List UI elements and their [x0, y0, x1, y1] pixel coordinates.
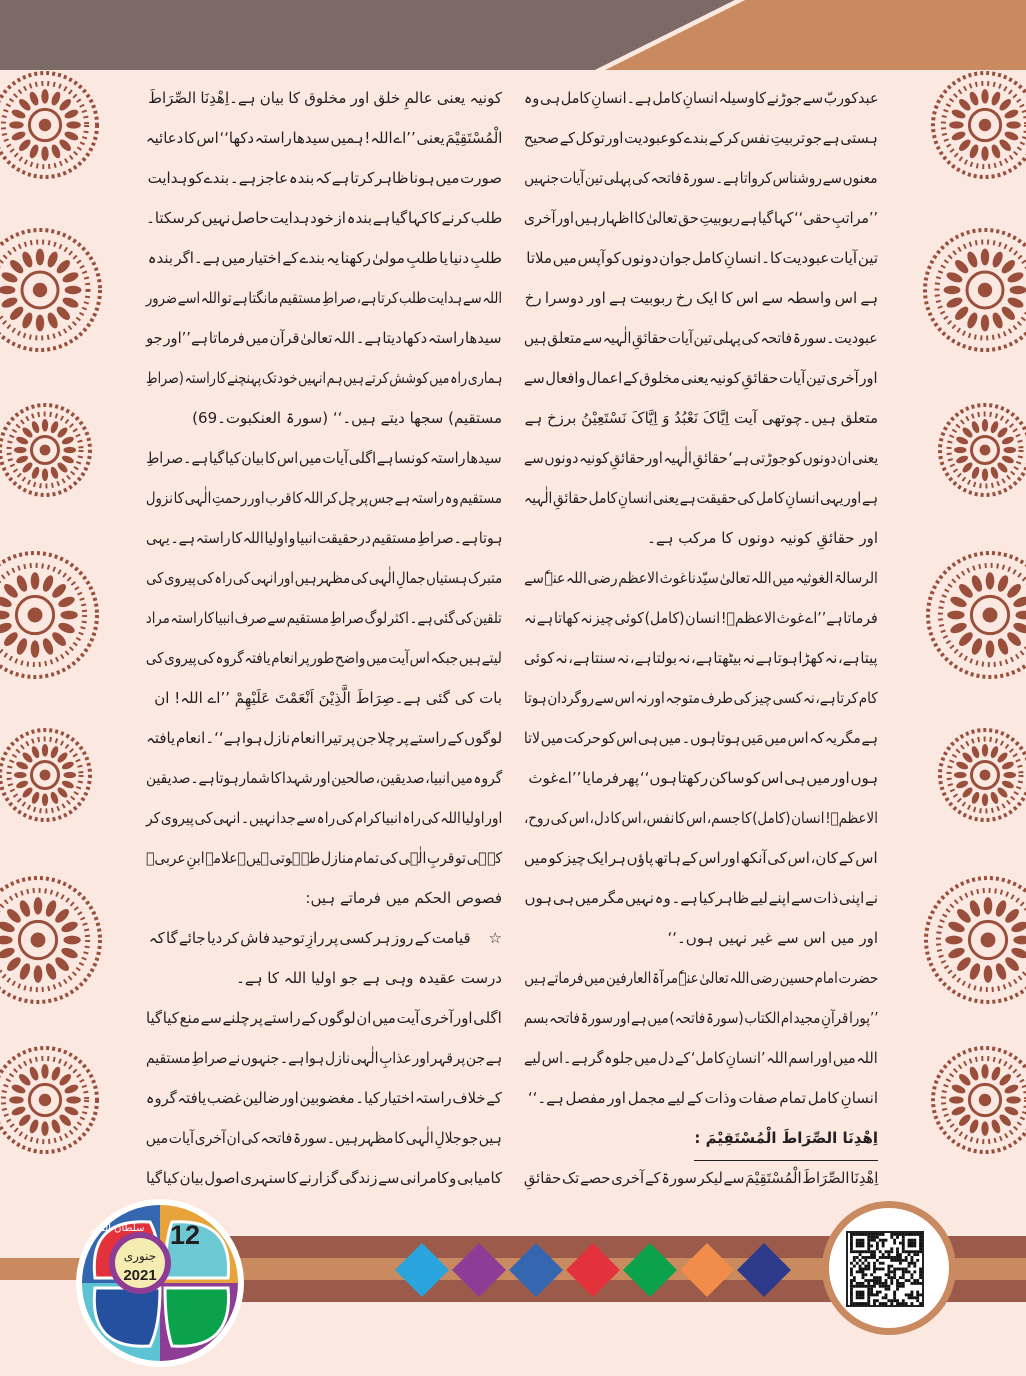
star-outline-icon: ☆ [488, 929, 502, 947]
text-line-content: گروہ میں انبیا، صدیقین، صالحین اور شہدا کا شمار ہوتا ہے۔صدیقین [145, 769, 502, 787]
mandala-ornament [928, 553, 1026, 677]
text-line-content: لیتے ہیں جبکہ اس آیت میں واضح طور پر انعام یافتہ گروہ کی پیروی کی [145, 649, 502, 667]
text-line [146, 198, 502, 238]
text-line [524, 838, 878, 878]
mandala-ornament [0, 73, 97, 177]
text-line-content: متبرک ہستیاں جمالِ الٰہی کی مظہر ہیں اور انہی کی راہ کی پیروی کی [145, 569, 502, 587]
text-line-content: اللہ میں اور اسم اللہ ’انسانِ کامل‘ کے دل میں جلوہ گر ہے۔اس لیے [524, 1049, 878, 1067]
text-line-content: ہیں جو جلالِ الٰہی کا مظہر ہیں۔سورۃ فاتحہ کی ان آخری آیات میں [145, 1129, 502, 1147]
text-line [524, 878, 878, 918]
text-line-content: اس کے کان، اس کی آنکھ اور اس کے ہاتھ پاؤں ہر ایک چیز کو میں [524, 849, 878, 867]
article-column-right [524, 78, 878, 1198]
text-line [524, 918, 878, 958]
text-line [146, 278, 502, 318]
mandala-ornament [0, 405, 90, 495]
text-line [524, 958, 878, 998]
text-line-content: فرماتا ہے’’اے غوث الاعظمؓ! انسان (کامل) کوئی چیز نہ کھاتا ہے نہ [524, 609, 878, 627]
text-line [524, 358, 878, 398]
text-line-content: یعنی ان دونوں کو جوڑتی ہے‘ حقائقِ الٰہیہ اور حقائقِ کونیہ دونوں سے [523, 449, 878, 467]
text-line-content: ہوں اور میں ہی اس کو ساکن رکھتا ہوں‘‘ پھر فرمایا ’’اے غوث [528, 769, 878, 787]
text-line-content: عبدکوربّ سے جوڑنے کاوسیلہ انسانِ کامل ہے۔انسانِ کامل ہی وہ [523, 89, 878, 107]
text-line-content: ہے اور یہی انسانِ کامل کی حقیقت ہے یعنی انسانِ کامل حقائقِ الٰہیہ [523, 489, 878, 507]
text-line [524, 598, 878, 638]
text-line-content: لوگوں کے راستے پر چلا جن پر تیرا انعام نازل ہوا ہے‘‘۔انعام یافتہ [145, 729, 502, 747]
text-line [146, 638, 502, 678]
text-line-content: حضرت امام حسین رضی اللہ تعالیٰ عنہٗ مرآۃ العارفین میں فرماتے ہیں [523, 969, 878, 987]
magazine-brand-logo: سلطان الفقر [89, 1223, 145, 1234]
text-line [524, 318, 878, 358]
text-line-content: ہوتا ہے۔صراطِ مستقیم درحقیقت انبیا و اولیا اللہ کا راستہ ہے۔ یہی [145, 529, 502, 547]
text-line [524, 158, 878, 198]
text-line-content: قیامت کے روز ہر کسی پر رازِ توحید فاش کر دیا جائے گا کہ [148, 929, 471, 947]
text-line-content: اور آخری تین آیات حقائقِ کونیہ یعنی مخلوق کے اعمال وافعال سے [524, 369, 878, 387]
mandala-ornament [0, 553, 97, 677]
text-line-content: ’’پورا قرآنِ مجید ام الکتاب (سورۃ فاتحہ) میں ہے اور سورۃ فاتحہ بسم [523, 1009, 878, 1027]
text-line-content: الْمُسْتَقِیْمَ یعنی ’’اے اللہ! ہمیں سیدھا راستہ دکھا‘‘ اس کا دعائیہ [145, 129, 502, 147]
text-line-content: اور میں اس سے غیر نہیں ہوں۔‘‘ [667, 929, 878, 947]
text-line [146, 398, 502, 438]
text-line [524, 278, 878, 318]
text-line-content: کامیابی و کامرانی سے زندگی گزارنے کا سنہری اصول بیان کیا گیا [145, 1169, 502, 1187]
text-line-content: متعلق ہیں۔چوتھی آیت اِیَّاکَ نَعْبُدُ وَ اِیَّاکَ نَسْتَعِیْنُ برزخ ہے [524, 409, 878, 427]
text-line-content: ہماری راہ میں کوشش کرتے ہیں ہم انہیں خود تک پہنچنے کا راستہ (صراطِ [145, 369, 502, 387]
text-line-content: اِھْدِنَا الصِّرَاطَ الْمُسْتَقِیْمَ سے لیکر سورۃ کے آخری حصے تک حقائقِ [523, 1169, 878, 1187]
text-line [524, 478, 878, 518]
text-line-content: اور حقائقِ کونیہ دونوں کا مرکب ہے۔ [647, 529, 878, 547]
text-line [146, 438, 502, 478]
text-line-content: مستقیم) سجھا دیتے ہیں۔‘‘ (سورۃ العنکبوت۔69) [192, 409, 502, 427]
text-line-content: ہے اس واسطہ سے اس کا ایک رخ ربوبیت ہے اور دوسرا رخ [524, 289, 878, 307]
text-line [146, 158, 502, 198]
text-line [524, 718, 878, 758]
text-line-content: معنوں سے روشناس کرواتا ہے۔سورۃ فاتحہ کی پہلی تین آیات جنہیں [524, 169, 878, 187]
text-line [524, 238, 878, 278]
text-line [146, 758, 502, 798]
text-line [146, 478, 502, 518]
text-line-content: ’’مراتبِ حقی‘‘ کہا گیا ہے ربوبیتِ حق تعالیٰ کا اظہار ہیں اور آخری [523, 209, 878, 227]
mandala-ornament [925, 230, 1026, 350]
text-line [146, 958, 502, 998]
text-line-content: کونیہ یعنی عالمِ خلق اور مخلوق کا بیان ہے۔اِھْدِنَا الصِّرَاطَ [148, 89, 502, 107]
text-line-content: اور اولیا اللہ کی راہ انبیا کرام کی راہ سے جدا نہیں۔ انہی کی پیروی کر [145, 809, 502, 827]
qr-code-icon[interactable] [850, 1233, 922, 1305]
text-line-content: پیتا ہے، نہ کھڑا ہوتا ہے نہ بیٹھتا ہے، نہ بولتا ہے، نہ سنتا ہے، نہ کوئی [524, 649, 878, 667]
text-line-content: تین آیات عبودیت کا۔انسانِ کامل جوان دونوں کو آپس میں ملاتا [526, 249, 878, 267]
text-line-content: الاعظمؓ! انسان (کامل) کا جسم، اس کا نفس، اس کا دل، اس کی روح، [524, 809, 878, 827]
mandala-ornament [933, 73, 1026, 177]
text-line [146, 1118, 502, 1158]
text-line-content: الرسالۃ الغوثیہ میں اللہ تعالیٰ سیّدنا غوث الاعظم رضی اللہ عنہٗ سے [524, 569, 878, 587]
text-line [146, 918, 502, 958]
text-line [524, 1038, 878, 1078]
page-number: 12 [169, 1220, 201, 1250]
mandala-ornament [940, 405, 1026, 495]
text-line [524, 558, 878, 598]
text-line-content: نے اپنی ذات سے اپنے لیے ظاہر کیا ہے۔ وہ نہیں مگر میں ہی ہوں [524, 889, 878, 907]
text-line [524, 998, 878, 1038]
text-line [524, 78, 878, 118]
text-line [524, 438, 878, 478]
text-line [146, 238, 502, 278]
text-line [146, 558, 502, 598]
article-column-left [146, 78, 502, 1198]
text-line [524, 1158, 878, 1198]
text-line-content: تلقین کی گئی ہے۔ اکثر لوگ صراطِ مستقیم سے صرف انبیا کا راستہ مراد [146, 609, 502, 627]
text-line [524, 1078, 878, 1118]
text-line [146, 318, 502, 358]
mandala-ornament [926, 878, 1026, 1002]
text-line [146, 78, 502, 118]
text-line [146, 358, 502, 398]
section-heading [524, 1118, 878, 1158]
text-line [524, 518, 878, 558]
text-line [146, 798, 502, 838]
text-line [146, 998, 502, 1038]
text-line-content: بات کی گئی ہے۔صِرَاطَ الَّذِیْنَ اَنْعَمْتَ عَلَیْھِمْ ’’اے اللہ! ان [154, 689, 502, 707]
text-line [524, 798, 878, 838]
text-line [524, 198, 878, 238]
text-line [524, 678, 878, 718]
text-line-content: سیدھا راستہ کونسا ہے اگلی آیات میں اس کا بیان کیا گیا ہے۔صراطِ [146, 449, 502, 467]
mandala-ornament [0, 1048, 97, 1152]
text-line [146, 518, 502, 558]
text-line [146, 838, 502, 878]
text-line-content: ہے مگر یہ کہ اس میں مَیں ہوتا ہوں۔ میں ہی اس کو حرکت میں لاتا [523, 729, 878, 747]
text-line-content: اِھْدِنَا الصِّرَاطَ الْمُسْتَقِیْمَ : [694, 1118, 878, 1161]
text-line [524, 398, 878, 438]
text-line-content: مستقیم وہ راستہ ہے جس پر چل کر اللہ کا قرب اور رحمتِ الٰہی کا نزول [145, 489, 502, 507]
mandala-ornament [0, 730, 90, 820]
issue-year: 2021 [123, 1267, 157, 1284]
mandala-ornament [0, 878, 100, 1002]
text-line-content: کام کرتا ہے، نہ کسی چیز کی طرف متوجہ اور نہ اس سے روگردان ہوتا [524, 689, 878, 707]
text-line-content: فصوص الحکم میں فرماتے ہیں: [305, 889, 502, 907]
text-line [146, 118, 502, 158]
text-line-content: ہستی ہے جو تربیتِ نفس کر کے بندے کوعبودیت اور توکل کے صحیح [524, 129, 878, 147]
mandala-ornament [933, 1048, 1026, 1152]
text-line [524, 638, 878, 678]
text-line-content: اللہ سے ہدایت طلب کرتا ہے، صراطِ مستقیم مانگتا ہے تو اللہ اسے ضرور [145, 289, 502, 307]
text-line [146, 878, 502, 918]
text-line-content: طلبِ دنیا یا طلبِ مولیٰ رکھنا یہ بندے کے اختیار میں ہے۔اگر بندہ [147, 249, 502, 267]
text-line [524, 758, 878, 798]
mandala-ornament [0, 230, 100, 350]
text-line-content: طلب کرنے کا کہا گیا ہے بندہ از خود ہدایت حاصل نہیں کر سکتا۔ [145, 209, 502, 227]
text-line-content: سیدھا راستہ دکھا دیتا ہے۔ اللہ تعالیٰ قرآن میں فرماتا ہے’’اور جو [146, 329, 502, 347]
text-line [524, 118, 878, 158]
text-line [146, 718, 502, 758]
mandala-ornament [940, 730, 1026, 820]
text-line-content: عبودیت۔سورۃ فاتحہ کی پہلی تین آیات حقائقِ الٰہیہ سے متعلق ہیں [524, 329, 878, 347]
text-line [146, 598, 502, 638]
text-line [146, 1038, 502, 1078]
text-line-content: کے ہی تو قربِ الٰہی کی تمام منازل طے ہوتی ہیں۔علامہ ابنِ عربیؒ [145, 849, 502, 867]
text-line-content: ہے جن پر قہر اور عذابِ الٰہی نازل ہوا ہے۔ جنہوں نے صراطِ مستقیم [145, 1049, 502, 1067]
text-line [146, 1078, 502, 1118]
text-line-content: اگلی اور آخری آیت میں ان لوگوں کے راستے پر چلنے سے منع کیا گیا [146, 1009, 502, 1027]
text-line [146, 678, 502, 718]
text-line-content: انسانِ کامل تمام صفات وذات کے لیے مجمل اور مفصل ہے۔‘‘ [527, 1089, 878, 1107]
issue-month: جنوری [123, 1249, 157, 1263]
text-line [146, 1158, 502, 1198]
text-line-content: صورت میں ہونا ظاہر کرتا ہے کہ بندہ عاجز ہے۔ بندے کو ہدایت [147, 169, 502, 187]
text-line-content: درست عقیدہ وہی ہے جو اولیا اللہ کا ہے۔ [236, 969, 502, 987]
text-line-content: کے خلاف راستہ اختیار کیا۔ مغضوبین اور ضالین غضب یافتہ گروہ [145, 1089, 502, 1107]
